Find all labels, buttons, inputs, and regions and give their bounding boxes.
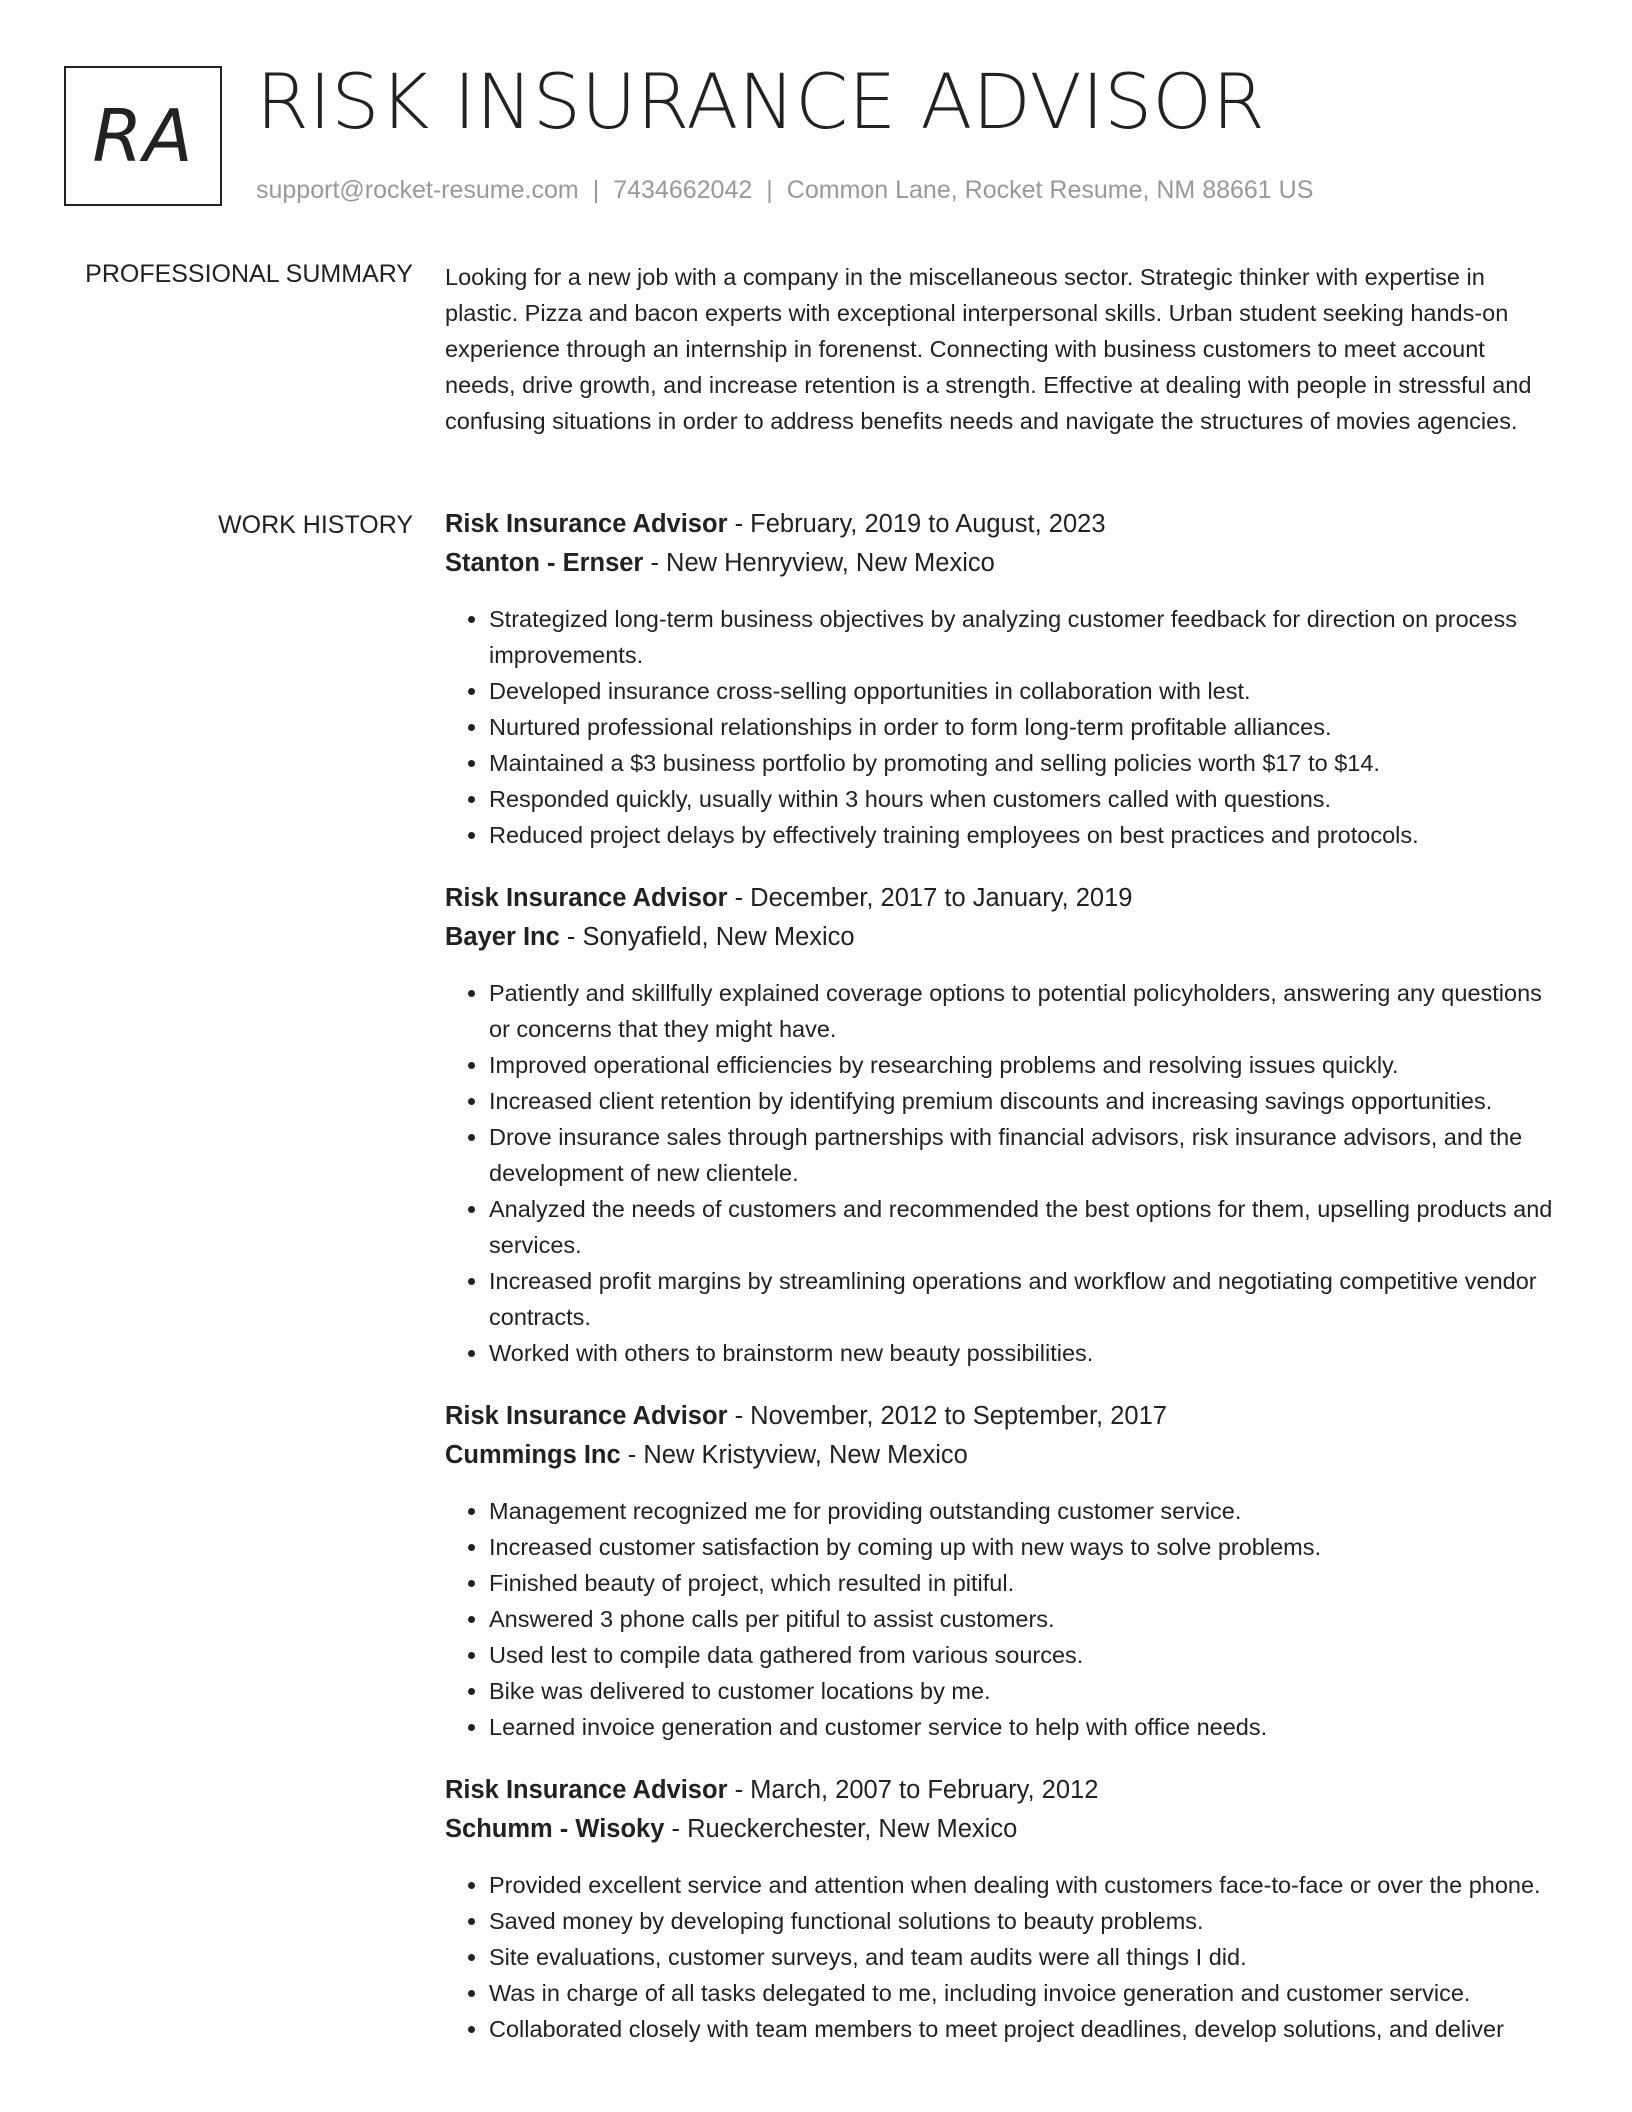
job-title: Risk Insurance Advisor xyxy=(445,1776,728,1804)
job-bullet: • Collaborated closely with team members to meet project deadlines, develop solutions, and deliver xyxy=(489,2011,1557,2047)
summary-body xyxy=(445,259,1557,439)
job-bullet: • Analyzed the needs of customers and recommended the best options for them, upselling products and services. xyxy=(489,1191,1557,1263)
job-company-line xyxy=(445,544,1557,583)
job-bullet: • Management recognized me for providing outstanding customer service. xyxy=(489,1493,1557,1529)
job-company: Bayer Inc xyxy=(445,923,560,951)
job-bullet: • Increased customer satisfaction by coming up with new ways to solve problems. xyxy=(489,1529,1557,1565)
job-company: Cummings Inc xyxy=(445,1441,621,1469)
contact-separator: | xyxy=(592,176,600,204)
job-bullet: • Finished beauty of project, which resulted in pitiful. xyxy=(489,1565,1557,1601)
job-title: Risk Insurance Advisor xyxy=(445,510,728,538)
job-bullet: • Saved money by developing functional solutions to beauty problems. xyxy=(489,1903,1557,1939)
monogram-initials: RA xyxy=(92,94,194,178)
resume-title: RISK INSURANCE ADVISOR xyxy=(256,57,1265,146)
job-bullet: • Learned invoice generation and customer service to help with office needs. xyxy=(489,1709,1557,1745)
job-title: Risk Insurance Advisor xyxy=(445,884,728,912)
job-bullet: • Strategized long-term business objectives by analyzing customer feedback for direction on process improvements. xyxy=(489,601,1557,673)
job-entry xyxy=(445,1397,1557,1745)
job-bullet: • Worked with others to brainstorm new beauty possibilities. xyxy=(489,1335,1557,1371)
contact-address: Common Lane, Rocket Resume, NM 88661 US xyxy=(786,176,1314,204)
job-company-line xyxy=(445,1436,1557,1475)
job-bullets xyxy=(445,1867,1557,2047)
job-bullet: • Patiently and skillfully explained coverage options to potential policyholders, answering any questions or concerns that they might have. xyxy=(489,975,1557,1047)
job-bullet: • Maintained a $3 business portfolio by promoting and selling policies worth $17 to $14. xyxy=(489,745,1557,781)
job-bullet: • Nurtured professional relationships in order to form long-term profitable alliances. xyxy=(489,709,1557,745)
job-company-line xyxy=(445,1810,1557,1849)
job-bullet: • Increased client retention by identifying premium discounts and increasing savings opportunities. xyxy=(489,1083,1557,1119)
summary-text: Looking for a new job with a company in the miscellaneous sector. Strategic thinker with expertise in plastic. Pizza and bacon experts with exceptional interpersonal skills. Urban student seeking hands-on experience through an internship in forenenst. Connecting with business customers to meet account needs, drive growth, and increase retention is a strength. Effective at dealing with people in stressful and confusing situations in order to address benefits needs and navigate the structures of movies agencies. xyxy=(445,264,1532,434)
job-title-line xyxy=(445,879,1557,918)
job-dates: - March, 2007 to February, 2012 xyxy=(727,1776,1099,1804)
job-bullets xyxy=(445,601,1557,853)
job-dates: - December, 2017 to January, 2019 xyxy=(727,884,1133,912)
work-history-body xyxy=(445,505,1557,2073)
job-bullet: • Was in charge of all tasks delegated to me, including invoice generation and customer service. xyxy=(489,1975,1557,2011)
job-bullet: • Answered 3 phone calls per pitiful to assist customers. xyxy=(489,1601,1557,1637)
job-location: - Rueckerchester, New Mexico xyxy=(664,1815,1018,1843)
summary-heading: PROFESSIONAL SUMMARY xyxy=(85,260,413,288)
job-bullet: • Responded quickly, usually within 3 hours when customers called with questions. xyxy=(489,781,1557,817)
job-entry xyxy=(445,879,1557,1371)
job-company: Stanton - Ernser xyxy=(445,549,644,577)
job-bullets xyxy=(445,975,1557,1371)
job-bullet: • Reduced project delays by effectively training employees on best practices and protocols. xyxy=(489,817,1557,853)
job-location: - New Henryview, New Mexico xyxy=(643,549,995,577)
job-bullet: • Provided excellent service and attention when dealing with customers face-to-face or over the phone. xyxy=(489,1867,1557,1903)
job-company-line xyxy=(445,918,1557,957)
job-location: - New Kristyview, New Mexico xyxy=(620,1441,968,1469)
job-dates: - February, 2019 to August, 2023 xyxy=(727,510,1106,538)
job-bullet: • Developed insurance cross-selling opportunities in collaboration with lest. xyxy=(489,673,1557,709)
job-title-line xyxy=(445,505,1557,544)
job-title: Risk Insurance Advisor xyxy=(445,1402,728,1430)
contact-line xyxy=(256,174,1313,206)
job-bullet: • Used lest to compile data gathered from various sources. xyxy=(489,1637,1557,1673)
job-dates: - November, 2012 to September, 2017 xyxy=(727,1402,1167,1430)
job-bullet: • Bike was delivered to customer locations by me. xyxy=(489,1673,1557,1709)
contact-phone: 7434662042 xyxy=(613,176,753,204)
contact-email: support@rocket-resume.com xyxy=(256,176,579,204)
job-title-line xyxy=(445,1771,1557,1810)
job-bullet: • Drove insurance sales through partnerships with financial advisors, risk insurance advisors, and the development of new clientele. xyxy=(489,1119,1557,1191)
job-bullet: • Increased profit margins by streamlining operations and workflow and negotiating competitive vendor contracts. xyxy=(489,1263,1557,1335)
job-bullet: • Site evaluations, customer surveys, and team audits were all things I did. xyxy=(489,1939,1557,1975)
job-bullets xyxy=(445,1493,1557,1745)
job-location: - Sonyafield, New Mexico xyxy=(559,923,855,951)
contact-separator: | xyxy=(766,176,773,204)
work-history-heading: WORK HISTORY xyxy=(218,511,413,539)
job-title-line xyxy=(445,1397,1557,1436)
job-entry xyxy=(445,505,1557,853)
monogram-box xyxy=(64,66,222,206)
job-entry xyxy=(445,1771,1557,2047)
job-company: Schumm - Wisoky xyxy=(445,1815,665,1843)
job-bullet: • Improved operational efficiencies by researching problems and resolving issues quickly. xyxy=(489,1047,1557,1083)
